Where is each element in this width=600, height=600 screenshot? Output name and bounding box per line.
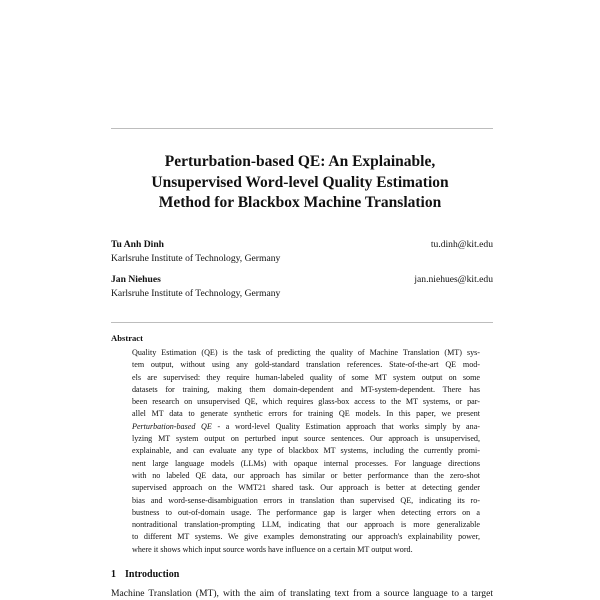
section-heading [111, 569, 179, 580]
abstract-text [132, 347, 480, 556]
title-line: Method for Blackbox Machine Translation [158, 194, 442, 211]
abstract-line: been research on unsupervised QE, which requires glass-box access to the MT systems, or par- [132, 397, 480, 407]
author-affiliation: Karlsruhe Institute of Technology, Germany [111, 253, 281, 264]
abstract-line: allel MT data to generate synthetic errors for training QE models. In this paper, we present [132, 409, 480, 419]
abstract-line: els are supervised: they require human-labeled quality of some MT system output on some [132, 372, 480, 382]
abstract-line: tem output, without using any gold-standard translation references. State-of-the-art QE mod- [132, 360, 480, 370]
abstract-rule [111, 322, 493, 323]
author-name: Jan Niehues [111, 274, 161, 285]
abstract-line: nontraditional translation-prompting LLM, indicating that our approach is more generalizable [132, 520, 480, 530]
abstract-line: datasets for training, making them domain-dependent and MT-system-dependent. There has [132, 384, 480, 394]
author-email[interactable]: tu.dinh@kit.edu [430, 239, 493, 250]
abstract-line: where it shows which input source words have influence on a certain MT output word. [132, 544, 413, 554]
top-rule [111, 128, 493, 129]
abstract-line: Quality Estimation (QE) is the task of predicting the quality of Machine Translation (MT) sys- [132, 348, 480, 357]
abstract-line [132, 421, 480, 433]
author-block [111, 238, 493, 266]
author-name: Tu Anh Dinh [111, 239, 164, 250]
author-block [111, 273, 493, 301]
italic-term: Perturbation-based QE [132, 421, 212, 431]
abstract-line: with no labeled QE data, our approach has similar or better performance than the zero-shot [132, 470, 480, 480]
section-number: 1 [111, 569, 116, 580]
abstract-line: to different MT systems. We give examples demonstrating our approach's explainability power, [132, 532, 480, 542]
abstract-line-rest: - a word-level Quality Estimation approach that works simply by ana- [217, 421, 480, 431]
abstract-line: nent large language models (LLMs) with opaque internal processes. For language directions [132, 458, 480, 468]
intro-paragraph: Machine Translation (MT), with the aim of translating text from a source language to a target [111, 588, 493, 599]
abstract-line: bustness to out-of-domain usage. The performance gap is larger when detecting errors on a [132, 507, 480, 517]
paper-title [100, 152, 500, 214]
abstract-heading: Abstract [111, 333, 143, 343]
abstract-line: bias and word-sense-disambiguation errors in translation than supervised QE, indicating its ro- [132, 495, 480, 505]
author-email[interactable]: jan.niehues@kit.edu [414, 274, 493, 285]
author-affiliation: Karlsruhe Institute of Technology, Germany [111, 288, 281, 299]
abstract-line: explainable, and can evaluate any type of blackbox MT systems, including the currently promi- [132, 446, 480, 456]
title-line: Perturbation-based QE: An Explainable, [164, 153, 436, 170]
section-title: Introduction [125, 569, 180, 580]
abstract-line: supervised approach on the WMT21 shared task. Our approach is better at detecting gender [132, 483, 480, 493]
abstract-line: lyzing MT system output on perturbed input source sentences. Our approach is unsupervised, [132, 434, 480, 444]
title-line: Unsupervised Word-level Quality Estimation [151, 173, 449, 191]
